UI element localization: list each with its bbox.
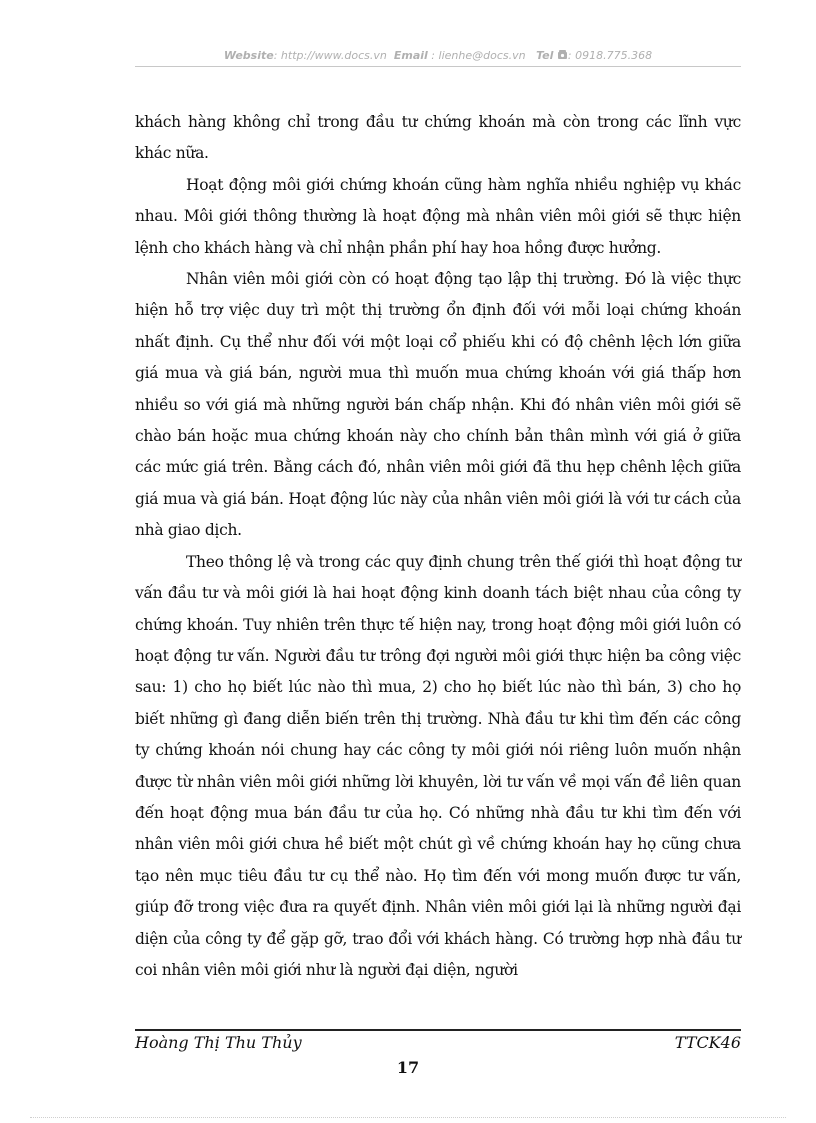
page-header	[135, 46, 741, 67]
tel-label: Tel	[536, 49, 554, 62]
body-text	[135, 107, 741, 986]
header-divider	[135, 66, 741, 67]
footer-divider	[135, 1029, 741, 1031]
footer-author: Hoàng Thị Thu Thủy	[135, 1033, 302, 1052]
page-bottom-border	[30, 1117, 786, 1118]
phone-icon	[557, 47, 568, 67]
email-label: Email	[393, 49, 428, 62]
footer-class-code: TTCK46	[674, 1033, 741, 1052]
paragraph-3: Nhân viên môi giới còn có hoạt động tạo lập thị trường. Đó là việc thực hiện hỗ trợ việc duy trì một thị trường ổn định đối với mỗi loại chứng khoán nhất định. Cụ thể như đối với một loại cổ phiếu khi có độ chênh lệch lớn giữa giá mua và giá bán, người mua thì muốn mua chứng khoán với giá thấp hơn nhiều so với giá mà những người bán chấp nhận. Khi đó nhân viên môi giới sẽ chào bán hoặc mua chứng khoán này cho chính bản thân mình với giá ở giữa các mức giá trên. Bằng cách đó, nhân viên môi giới đã thu hẹp chênh lệch giữa giá mua và giá bán. Hoạt động lúc này của nhân viên môi giới là với tư cách của nhà giao dịch.	[135, 270, 741, 540]
paragraph-1: khách hàng không chỉ trong đầu tư chứng khoán mà còn trong các lĩnh vực khác nữa.	[135, 113, 741, 163]
tel-number: : 0918.775.368	[567, 49, 653, 62]
paragraph-2: Hoạt động môi giới chứng khoán cũng hàm nghĩa nhiều nghiệp vụ khác nhau. Môi giới thông thường là hoạt động mà nhân viên môi giới sẽ thực hiện lệnh cho khách hàng và chỉ nhận phần phí hay hoa hồng được hưởng.	[135, 175, 741, 257]
paragraph-4: Theo thông lệ và trong các quy định chung trên thế giới thì hoạt động tư vấn đầu tư và môi giới là hai hoạt động kinh doanh tách biệt nhau của công ty chứng khoán. Tuy nhiên trên thực tế hiện nay, trong hoạt động môi giới luôn có hoạt động tư vấn. Người đầu tư trông đợi người môi giới thực hiện ba công việc sau: 1) cho họ biết lúc nào thì mua, 2) cho họ biết lúc nào thì bán, 3) cho họ biết những gì đang diễn biến trên thị trường. Nhà đầu tư khi tìm đến các công ty chứng khoán nói chung hay các công ty môi giới nói riêng luôn muốn nhận được từ nhân viên môi giới những lời khuyên, lời tư vấn về mọi vấn đề liên quan đến hoạt động mua bán đầu tư của họ. Có những nhà đầu tư khi tìm đến với nhân viên môi giới chưa hề biết một chút gì về chứng khoán hay họ cũng chưa tạo nên mục tiêu đầu tư cụ thể nào. Họ tìm đến với mong muốn được tư vấn, giúp đỡ trong việc đưa ra quyết định. Nhân viên môi giới lại là những người đại diện của công ty để gặp gỡ, trao đổi với khách hàng. Có trường hợp nhà đầu tư coi nhân viên môi giới như là người đại diện, người	[135, 552, 741, 979]
website-url[interactable]: : http://www.docs.vn	[273, 49, 387, 62]
page-number: 17	[396, 1058, 420, 1077]
email-address[interactable]: : lienhe@docs.vn	[427, 49, 526, 62]
website-label: Website	[223, 49, 274, 62]
